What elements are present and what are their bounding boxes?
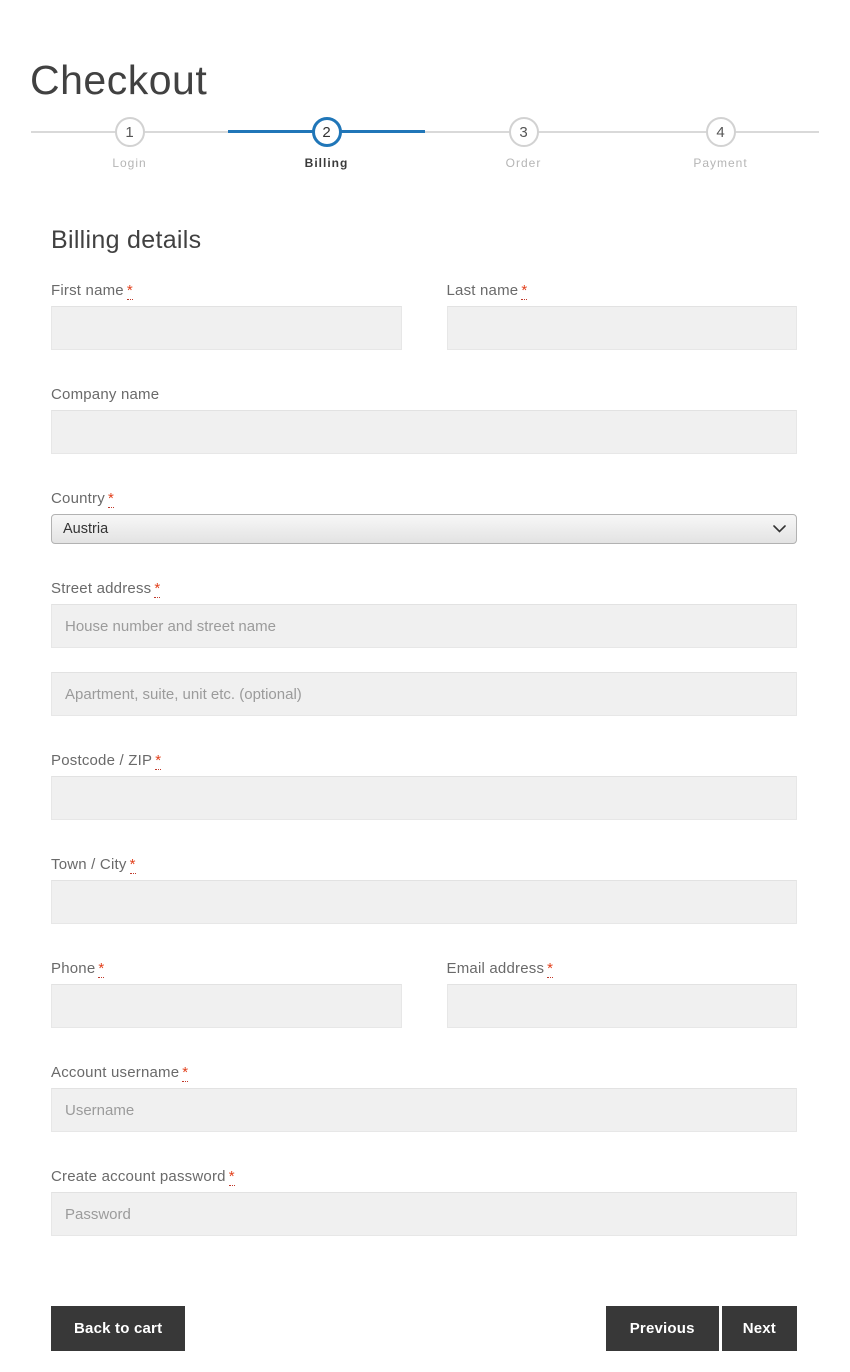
next-button[interactable]: Next xyxy=(722,1306,797,1351)
street-address-2-field[interactable] xyxy=(51,672,797,716)
checkout-step-wizard xyxy=(31,117,819,170)
phone-label xyxy=(51,960,402,977)
required-asterisk: * xyxy=(182,1064,189,1082)
street-address-group xyxy=(51,580,797,716)
username-field[interactable] xyxy=(51,1088,797,1132)
billing-form xyxy=(0,226,850,1351)
step-label: Billing xyxy=(304,156,349,171)
label-text: Country xyxy=(51,490,105,508)
required-asterisk: * xyxy=(107,490,114,508)
email-group xyxy=(447,960,798,1028)
label-text: Street address xyxy=(51,580,152,598)
step-number-circle: 3 xyxy=(509,117,539,147)
email-field[interactable] xyxy=(447,984,798,1028)
email-label xyxy=(447,960,798,977)
label-text: Postcode / ZIP xyxy=(51,752,153,770)
company-field[interactable] xyxy=(51,410,797,454)
required-asterisk: * xyxy=(228,1168,235,1186)
town-city-label xyxy=(51,856,797,873)
town-city-field[interactable] xyxy=(51,880,797,924)
step-payment[interactable] xyxy=(622,117,819,170)
label-text: First name xyxy=(51,282,124,300)
phone-group xyxy=(51,960,402,1028)
postcode-label xyxy=(51,752,797,769)
postcode-group xyxy=(51,752,797,820)
town-city-group xyxy=(51,856,797,924)
label-text: Company name xyxy=(51,386,160,404)
page-title: Checkout xyxy=(30,57,208,103)
required-asterisk: * xyxy=(129,856,136,874)
required-asterisk: * xyxy=(98,960,105,978)
username-group xyxy=(51,1064,797,1132)
required-asterisk: * xyxy=(521,282,528,300)
country-label xyxy=(51,490,797,507)
company-group xyxy=(51,386,797,454)
street-address-label xyxy=(51,580,797,597)
back-to-cart-button[interactable]: Back to cart xyxy=(51,1306,185,1351)
phone-field[interactable] xyxy=(51,984,402,1028)
password-group xyxy=(51,1168,797,1236)
form-actions xyxy=(51,1306,797,1351)
last-name-field[interactable] xyxy=(447,306,798,350)
step-number-circle: 1 xyxy=(115,117,145,147)
label-text: Create account password xyxy=(51,1168,226,1186)
required-asterisk: * xyxy=(155,752,162,770)
label-text: Last name xyxy=(446,282,519,300)
country-select[interactable] xyxy=(51,514,797,544)
label-text: Account username xyxy=(51,1064,180,1082)
step-number-circle: 4 xyxy=(706,117,736,147)
first-name-group xyxy=(51,282,402,350)
label-text: Phone xyxy=(51,960,96,978)
last-name-group xyxy=(447,282,798,350)
required-asterisk: * xyxy=(547,960,554,978)
first-name-label xyxy=(51,282,402,299)
password-label xyxy=(51,1168,797,1185)
postcode-field[interactable] xyxy=(51,776,797,820)
last-name-label xyxy=(447,282,798,299)
step-login[interactable] xyxy=(31,117,228,170)
label-text: Town / City xyxy=(51,856,127,874)
step-order[interactable] xyxy=(425,117,622,170)
step-label: Payment xyxy=(693,156,748,171)
first-name-field[interactable] xyxy=(51,306,402,350)
required-asterisk: * xyxy=(154,580,161,598)
step-billing[interactable] xyxy=(228,117,425,170)
company-label xyxy=(51,386,797,403)
section-heading: Billing details xyxy=(51,226,202,255)
street-address-field[interactable] xyxy=(51,604,797,648)
password-field[interactable] xyxy=(51,1192,797,1236)
country-group xyxy=(51,490,797,544)
step-label: Order xyxy=(505,156,542,171)
username-label xyxy=(51,1064,797,1081)
previous-button[interactable]: Previous xyxy=(606,1306,719,1351)
step-label: Login xyxy=(112,156,147,171)
step-number-circle: 2 xyxy=(312,117,342,147)
label-text: Email address xyxy=(446,960,545,978)
required-asterisk: * xyxy=(126,282,133,300)
